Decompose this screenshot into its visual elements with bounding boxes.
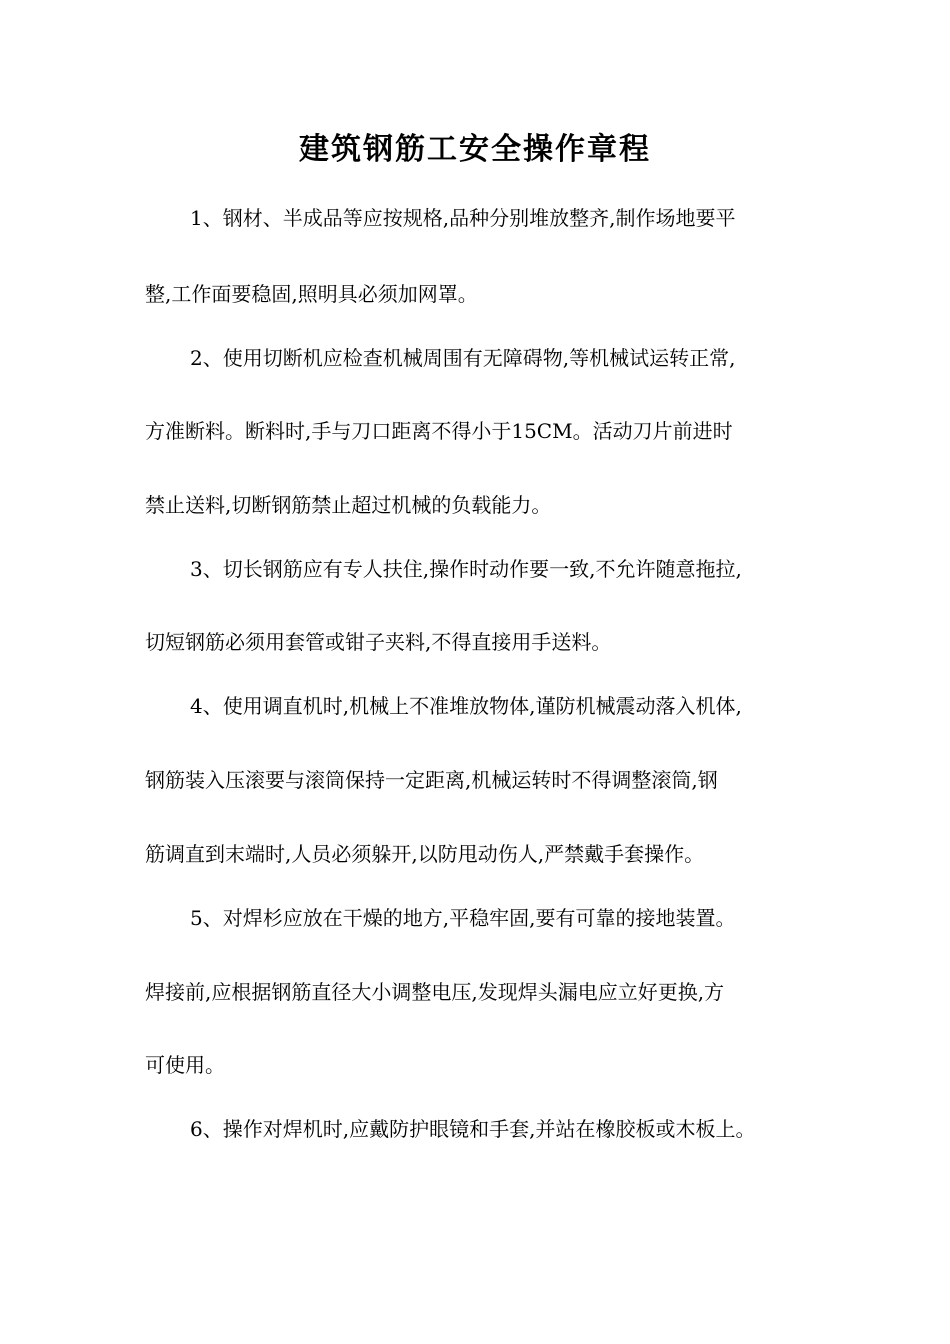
text-line-14: 6、操作对焊机时,应戴防护眼镜和手套,并站在橡胶板或木板上。 <box>190 1117 756 1141</box>
text-line-6: 3、切长钢筋应有专人扶住,操作时动作要一致,不允许随意拖拉, <box>190 557 742 581</box>
text-line-2: 整,工作面要稳固,照明具必须加网罩。 <box>145 282 478 306</box>
text-line-3: 2、使用切断机应检查机械周围有无障碍物,等机械试运转正常, <box>190 346 736 370</box>
page-title: 建筑钢筋工安全操作章程 <box>299 132 651 167</box>
text-line-11: 5、对焊杉应放在干燥的地方,平稳牢固,要有可靠的接地装置。 <box>190 906 736 930</box>
text-line-1: 1、钢材、半成品等应按规格,品种分别堆放整齐,制作场地要平 <box>190 206 736 230</box>
text-line-10: 筋调直到末端时,人员必须躲开,以防甩动伤人,严禁戴手套操作。 <box>145 842 705 866</box>
text-line-9: 钢筋装入压滚要与滚筒保持一定距离,机械运转时不得调整滚筒,钢 <box>145 768 718 792</box>
text-line-12: 焊接前,应根据钢筋直径大小调整电压,发现焊头漏电应立好更换,方 <box>145 980 725 1004</box>
text-line-4: 方准断料。断料时,手与刀口距离不得小于15CM。活动刀片前进时 <box>145 419 733 443</box>
text-line-13: 可使用。 <box>145 1053 225 1077</box>
text-line-8: 4、使用调直机时,机械上不准堆放物体,谨防机械震动落入机体, <box>190 694 742 718</box>
text-line-5: 禁止送料,切断钢筋禁止超过机械的负载能力。 <box>145 493 552 517</box>
text-line-7: 切短钢筋必须用套管或钳子夹料,不得直接用手送料。 <box>145 630 612 654</box>
